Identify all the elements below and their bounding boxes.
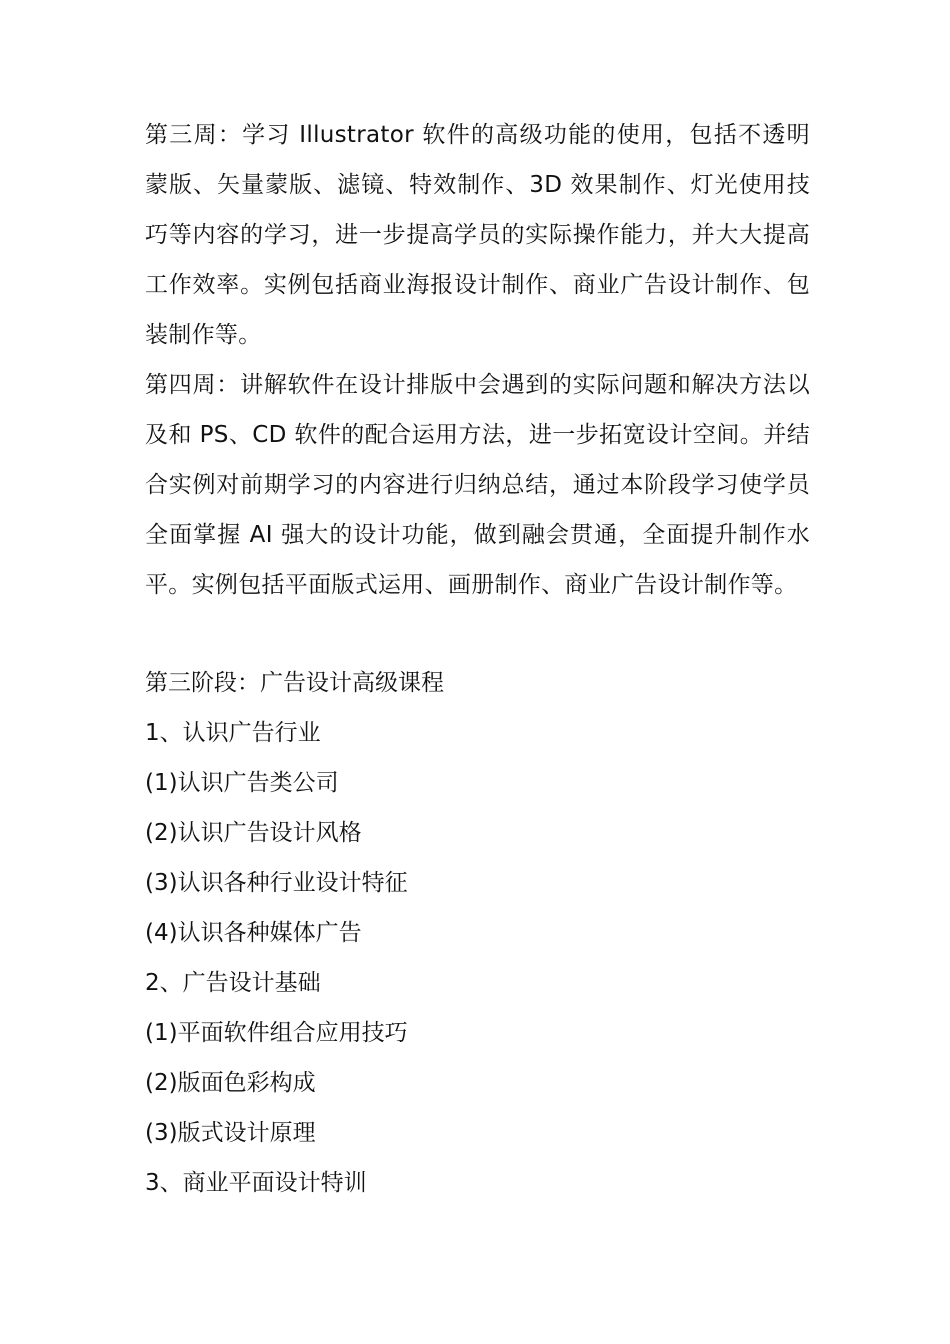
list-item: (2)版面色彩构成 — [145, 1070, 316, 1096]
list-item: (3)认识各种行业设计特征 — [145, 870, 408, 896]
document-body — [145, 110, 810, 1208]
paragraph-week-three: 第三周：学习 Illustrator 软件的高级功能的使用，包括不透明蒙版、矢量蒙版、滤镜、特效制作、3D 效果制作、灯光使用技巧等内容的学习，进一步提高学员的实际操作能力，并大大提高工作效率。实例包括商业海报设计制作、商业广告设计制作、包装制作等。 — [145, 122, 810, 348]
list-item: (2)认识广告设计风格 — [145, 820, 362, 846]
list-item: (3)版式设计原理 — [145, 1120, 316, 1146]
paragraph-week-four: 第四周：讲解软件在设计排版中会遇到的实际问题和解决方法以及和 PS、CD 软件的配合运用方法，进一步拓宽设计空间。并结合实例对前期学习的内容进行归纳总结，通过本阶段学习使学员全面掌握 AI 强大的设计功能，做到融会贯通，全面提升制作水平。实例包括平面版式运用、画册制作、商业广告设计制作等。 — [145, 372, 810, 598]
list-item: 2、广告设计基础 — [145, 970, 321, 996]
list-item: (1)平面软件组合应用技巧 — [145, 1020, 408, 1046]
paragraph-gap — [145, 610, 810, 658]
list-item: 1、认识广告行业 — [145, 720, 321, 746]
list-item: (4)认识各种媒体广告 — [145, 920, 362, 946]
section-title: 第三阶段：广告设计高级课程 — [145, 670, 444, 696]
list-item: 3、商业平面设计特训 — [145, 1170, 367, 1196]
list-item: (1)认识广告类公司 — [145, 770, 339, 796]
